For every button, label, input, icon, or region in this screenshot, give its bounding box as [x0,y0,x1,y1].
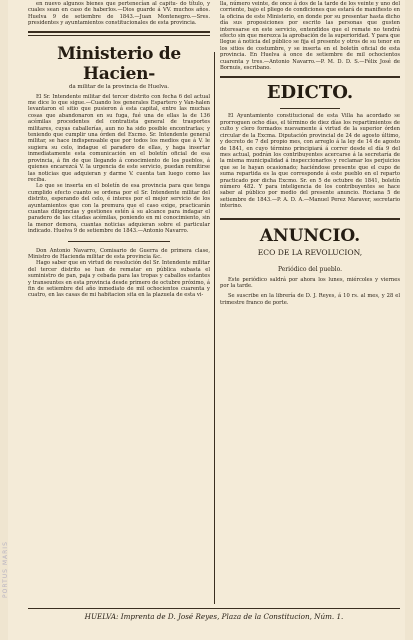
body-paragraph: El Ayuntamiento constitucional de esta Villa ha acordado se prorroguen ocho días, el término de diez días los repartimientos de culto y clero formados nuevamente á virtud de la superior órden circular de la Excma. Diputación provincial de 24 de agosto último, y decreto de 7 del propio mes, con arreglo á la ley de 14 de agosto de 1841, en cuyo término principiará á correr desde el día 9 del mes actual, podrán los contribuyentes acercarse á la secretaría de la misma municipalidad á inspeccionarlos y reclamar los perjuicios que se le hayan ocasionado; haciéndose presente que el cupo de suma repartida es la que corresponde á este pueblo en el reparto practicado por dicha Excmo. Sr. en 5 de octubre de 1841, boletín número 482. Y para inteligencia de los contribuyentes se hace saber al público por medio del presente anuncio. Rociana 5 de setiembre de 1843.—P. A. D. A.—Manuel Perez Maraver, secretario interino. [220,113,400,210]
footer-rule [28,608,400,609]
left-column [28,0,210,299]
newspaper-title: ECO DE LA REVOLUCION, [257,247,363,257]
continuation-paragraph: lla, número veinte, de once á dos de la tarde de los veinte y uno del corriente, bajo el pliego de condiciones que estará de manifiesto en la oficina de este Ministerio, en donde por su presentar hasta dicho día sus proposiciones por escrito las personas que gusten interesarse en este servicio, entendidos que el remate no tendrá efecto sin que merezca la aprobación de la superioridad. Y para que llegue á noticia del público se fija el presente y otros de su tenor en los sitios de costumbre, y se inserta en el boletín oficial de esta provincia. En Huelva á once de setiembre de mil ochocientos cuarenta y tres.—Antonio Navarro.—P. M. D. D. S.—Félix José de Bornuis, escribano. [220,1,400,72]
newspaper-subtitle: Periódico del pueblo. [277,265,342,273]
section-subheading: da militar de la provincia de Huelva. [69,83,169,90]
right-column [220,0,400,306]
separator [280,108,340,109]
section-heading: Ministerio de Hacien- [57,43,181,84]
body-paragraph: Lo que se inserta en el boletín de esa provincia para que tenga cumplido efecto cuanto se ordena por el Sr. Intendente militar del distrito, esperando del celo, é interes por el mejor servicio de los ayuntamientos que con la premura que el caso exige, practicarán cuantas diligencias y gestiones estén á su alcance para indagar el paradero de las citadas acémilas, poniendo en mi conocimiento, sin la menor demora, cuantas noticias adquieran sobre el particular indicado. Huelva 9 de setiembre de 1843.—Antonio Navarro. [28,183,210,235]
anuncio-heading: ANUNCIO. [259,225,361,246]
continuation-paragraph: en nuevo algunos bienes que pertenecían al capitu- do título, y cuales sean en caso de haberlos.—Dios guarde á VV. muchos años. Huelva 9 de setiembre de 1843.—Juan Montenegro.—Sres. presidentes y ayuntamientos constitucionales de esta provincia. [28,1,210,27]
body-paragraph: Este periódico saldrá por ahora los lunes, miércoles y viernes por la tarde. [220,276,400,289]
separator [68,241,170,242]
column-divider [214,52,215,604]
edicto-heading: EDICTO. [266,82,354,104]
imprint-footer: HUELVA: Imprenta de D. José Reyes, Plaza de la Constitucion, Núm. 1. [84,612,344,621]
newspaper-page [8,0,405,640]
body-paragraph: El Sr. Intendente militar del tercer distrito con fecha 6 del actual me dice lo que sigue.—Cuando los generales Espartero y Van-halen levantaron el sitio que pusieron á esta capital, entre las muchas cosas que abandonaron en su fuga, fué una de ellas la de 136 acémilas procedentes del contratista general de trasportes militares, cuyas caballerías, aun no ha sido posible encontrarlas; y teniendo que cumplir una órden del Excmo. Sr. Intendente general militar, se hace indispensable que por todos los medios que á V. le sugiera su celo, indague el paradero de ellas, y haga insertar inmediatamente esta comunicación en el boletín oficial de esa provincia, á fin de que llegando á conocimiento de los pueblos, á quienes encarezcá V. la urgencia de este servicio, puedan remitirse las noticias que adquieran y darme V. cuenta tan luego como las reciba. [28,93,210,183]
section-rule [28,35,210,36]
section-rule [28,31,210,33]
section-rule [220,76,400,78]
body-paragraph: Don Antonio Navarro, Comisario de Guerra de primera clase, Ministro de Hacienda militar de esta provincia &c. [28,247,210,260]
body-paragraph: Se suscribe en la librería de D. J. Reyes, á 10 rs. al mes, y 28 el trimestre franco de porte. [220,293,400,306]
library-stamp: PORTUS MARIS [2,541,9,598]
section-rule [220,218,400,220]
body-paragraph: Hago saber que en virtud de resolución del Sr. Intendente militar del tercer distrito se han de rematar en pública subasta el suministro de pan, paja y cebada para las tropas y caballos estantes y transeuntes en esta provincia desde primero de octubre próximo, á fin de setiembre del año inmediato de mil ochocientos cuarenta y cuatro, en las casas de mi habitacion sita en la plazuela de esta vi- [28,260,210,299]
